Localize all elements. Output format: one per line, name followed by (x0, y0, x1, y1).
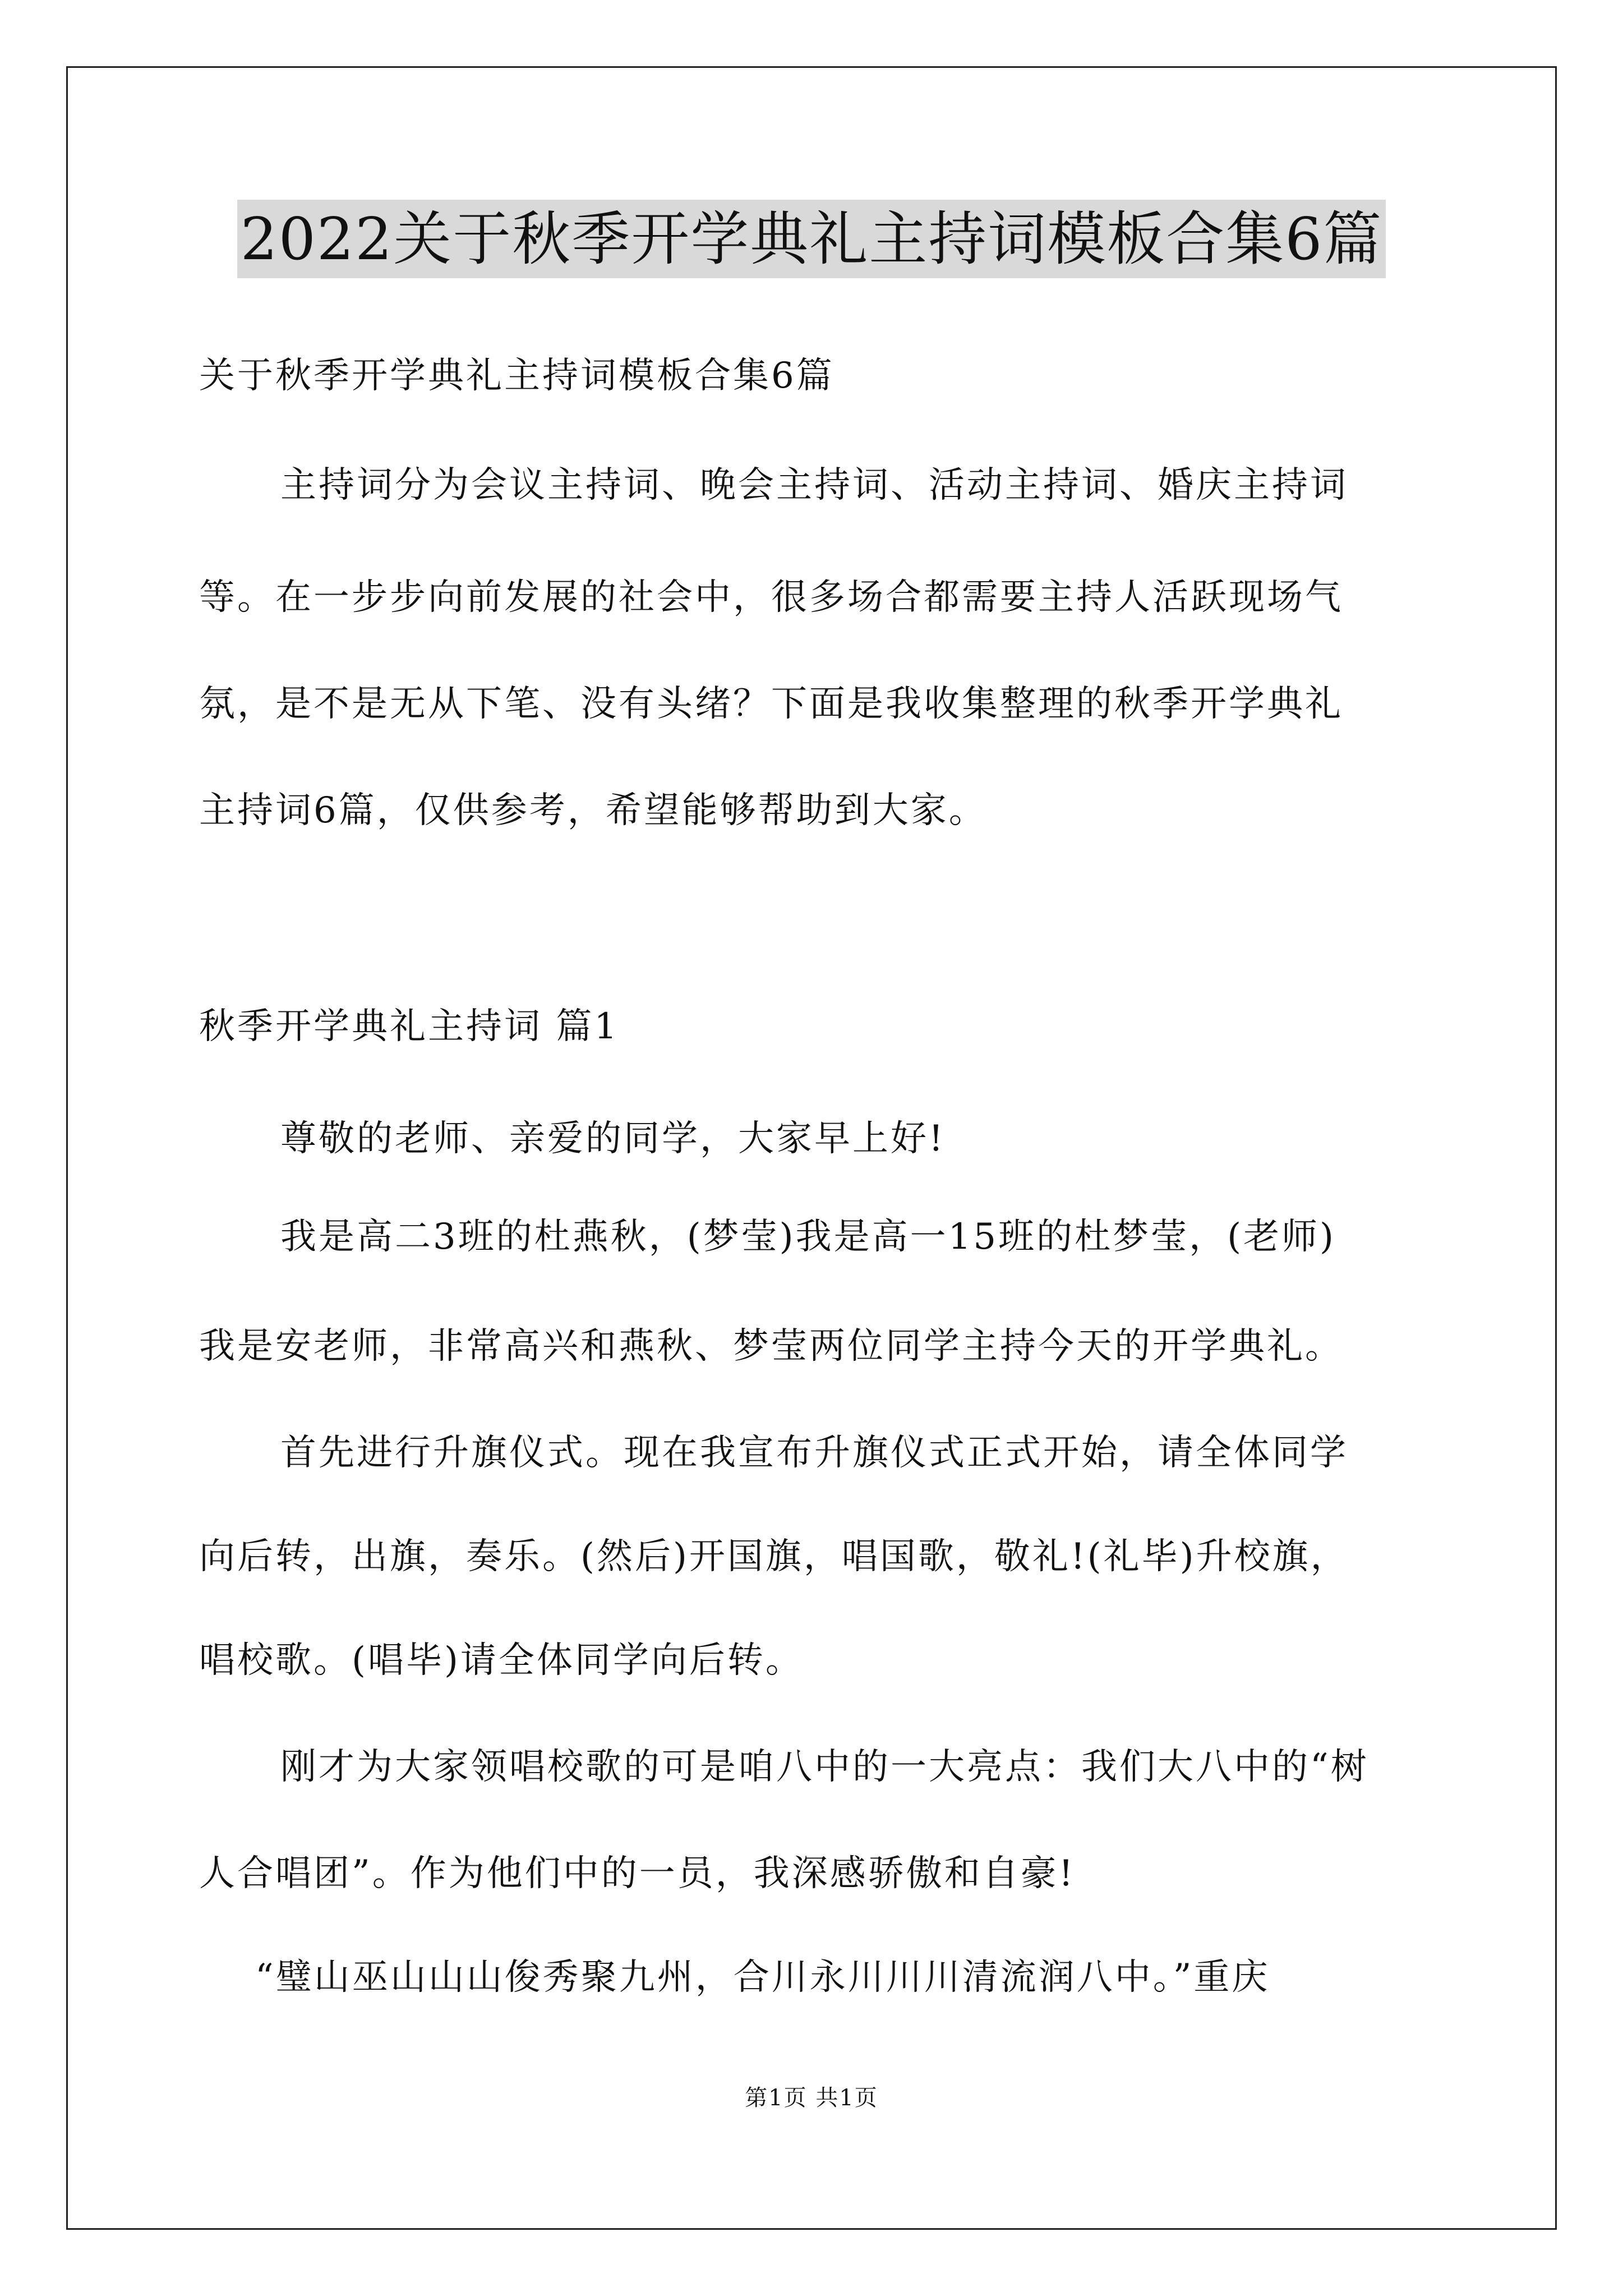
intro-line-3: 氛，是不是无从下笔、没有头绪？下面是我收集整理的秋季开学典礼 (199, 683, 1343, 725)
body-line-5: 向后转，出旗，奏乐。(然后)开国旗，唱国歌，敬礼!(礼毕)升校旗， (199, 1536, 1349, 1577)
body-line-2: 我是高二3班的杜燕秋，(梦莹)我是高一15班的杜梦莹，(老师) (280, 1216, 1336, 1258)
body-line-3: 我是安老师，非常高兴和燕秋、梦莹两位同学主持今天的开学典礼。 (199, 1326, 1343, 1367)
page-footer: 第1页 共1页 (745, 2085, 878, 2111)
intro-line-4: 主持词6篇，仅供参考，希望能够帮助到大家。 (199, 790, 987, 831)
document-subtitle: 关于秋季开学典礼主持词模板合集6篇 (199, 355, 834, 397)
intro-line-2: 等。在一步步向前发展的社会中，很多场合都需要主持人活跃现场气 (199, 577, 1343, 618)
body-line-9: “璧山巫山山山俊秀聚九州，合川永川川川清流润八中。”重庆 (255, 1957, 1270, 1998)
body-line-1: 尊敬的老师、亲爱的同学，大家早上好! (280, 1118, 946, 1159)
body-line-4: 首先进行升旗仪式。现在我宣布升旗仪式正式开始，请全体同学 (280, 1432, 1348, 1474)
document-title: 2022关于秋季开学典礼主持词模板合集6篇 (237, 200, 1386, 278)
intro-line-1: 主持词分为会议主持词、晚会主持词、活动主持词、婚庆主持词 (280, 464, 1348, 506)
section-heading: 秋季开学典礼主持词 篇1 (199, 1006, 620, 1047)
title-container (0, 200, 1623, 278)
body-line-7: 刚才为大家领唱校歌的可是咱八中的一大亮点：我们大八中的“树 (280, 1746, 1369, 1788)
body-line-6: 唱校歌。(唱毕)请全体同学向后转。 (199, 1640, 804, 1681)
body-line-8: 人合唱团”。作为他们中的一员，我深感骄傲和自豪! (199, 1853, 1076, 1894)
